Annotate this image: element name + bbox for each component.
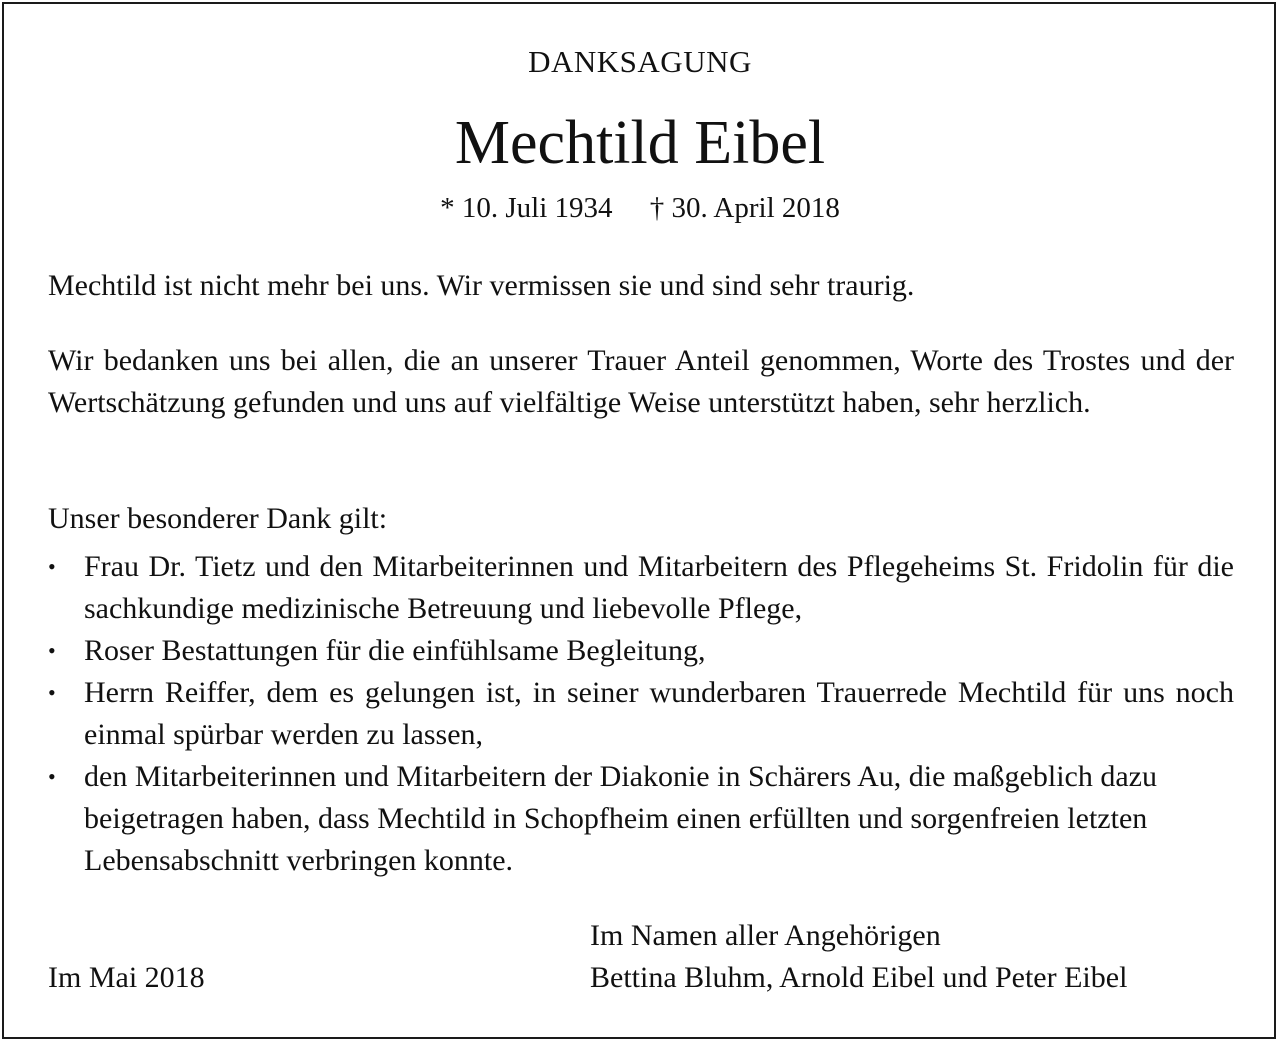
list-item <box>48 756 1234 882</box>
bullet-icon: • <box>48 764 56 789</box>
notice-heading: DANKSAGUNG <box>528 44 752 79</box>
intro-paragraph: Mechtild ist nicht mehr bei uns. Wir vermissen sie und sind sehr traurig. <box>48 269 915 302</box>
place-date: Im Mai 2018 <box>48 961 205 994</box>
death-date: † 30. April 2018 <box>649 192 840 224</box>
bullet-icon: • <box>48 638 56 663</box>
deceased-name: Mechtild Eibel <box>454 109 826 177</box>
list-item-text: Frau Dr. Tietz und den Mitarbeiterinnen und Mitarbeitern des Pflegeheims St. Fridolin für die sachkundige medizinische Betreuung und liebevolle Pflege, <box>84 550 1234 625</box>
thanks-list <box>48 546 1234 882</box>
gratitude-paragraph: Wir bedanken uns bei allen, die an unserer Trauer Anteil genommen, Worte des Trostes und der Wertschätzung gefunden und uns auf vielfältige Weise unterstützt haben, sehr herzlich. <box>48 344 1234 419</box>
signature-block <box>590 915 1127 999</box>
thanks-intro: Unser besonderer Dank gilt: <box>48 502 388 535</box>
signature-line-1: Im Namen aller Angehörigen <box>590 919 941 952</box>
signature-line-2: Bettina Bluhm, Arnold Eibel und Peter Eibel <box>590 961 1128 994</box>
list-item <box>48 672 1234 756</box>
bullet-icon: • <box>48 554 56 579</box>
list-item <box>48 630 1234 672</box>
list-item-text: Herrn Reiffer, dem es gelungen ist, in seiner wunderbaren Trauerrede Mechtild für uns noch einmal spürbar werden zu lassen, <box>84 676 1234 751</box>
list-item-text: den Mitarbeiterinnen und Mitarbeitern der Diakonie in Schärers Au, die maßgeblich dazu beigetragen haben, dass Mechtild in Schopfheim einen erfüllten und sorgenfreien letzten Lebensabschnitt verbringen konnte. <box>84 760 1157 877</box>
list-item-text: Roser Bestattungen für die einfühlsame Begleitung, <box>84 634 706 667</box>
list-item <box>48 546 1234 630</box>
bullet-icon: • <box>48 680 56 705</box>
life-dates <box>0 192 1280 225</box>
birth-date: * 10. Juli 1934 <box>440 192 613 224</box>
